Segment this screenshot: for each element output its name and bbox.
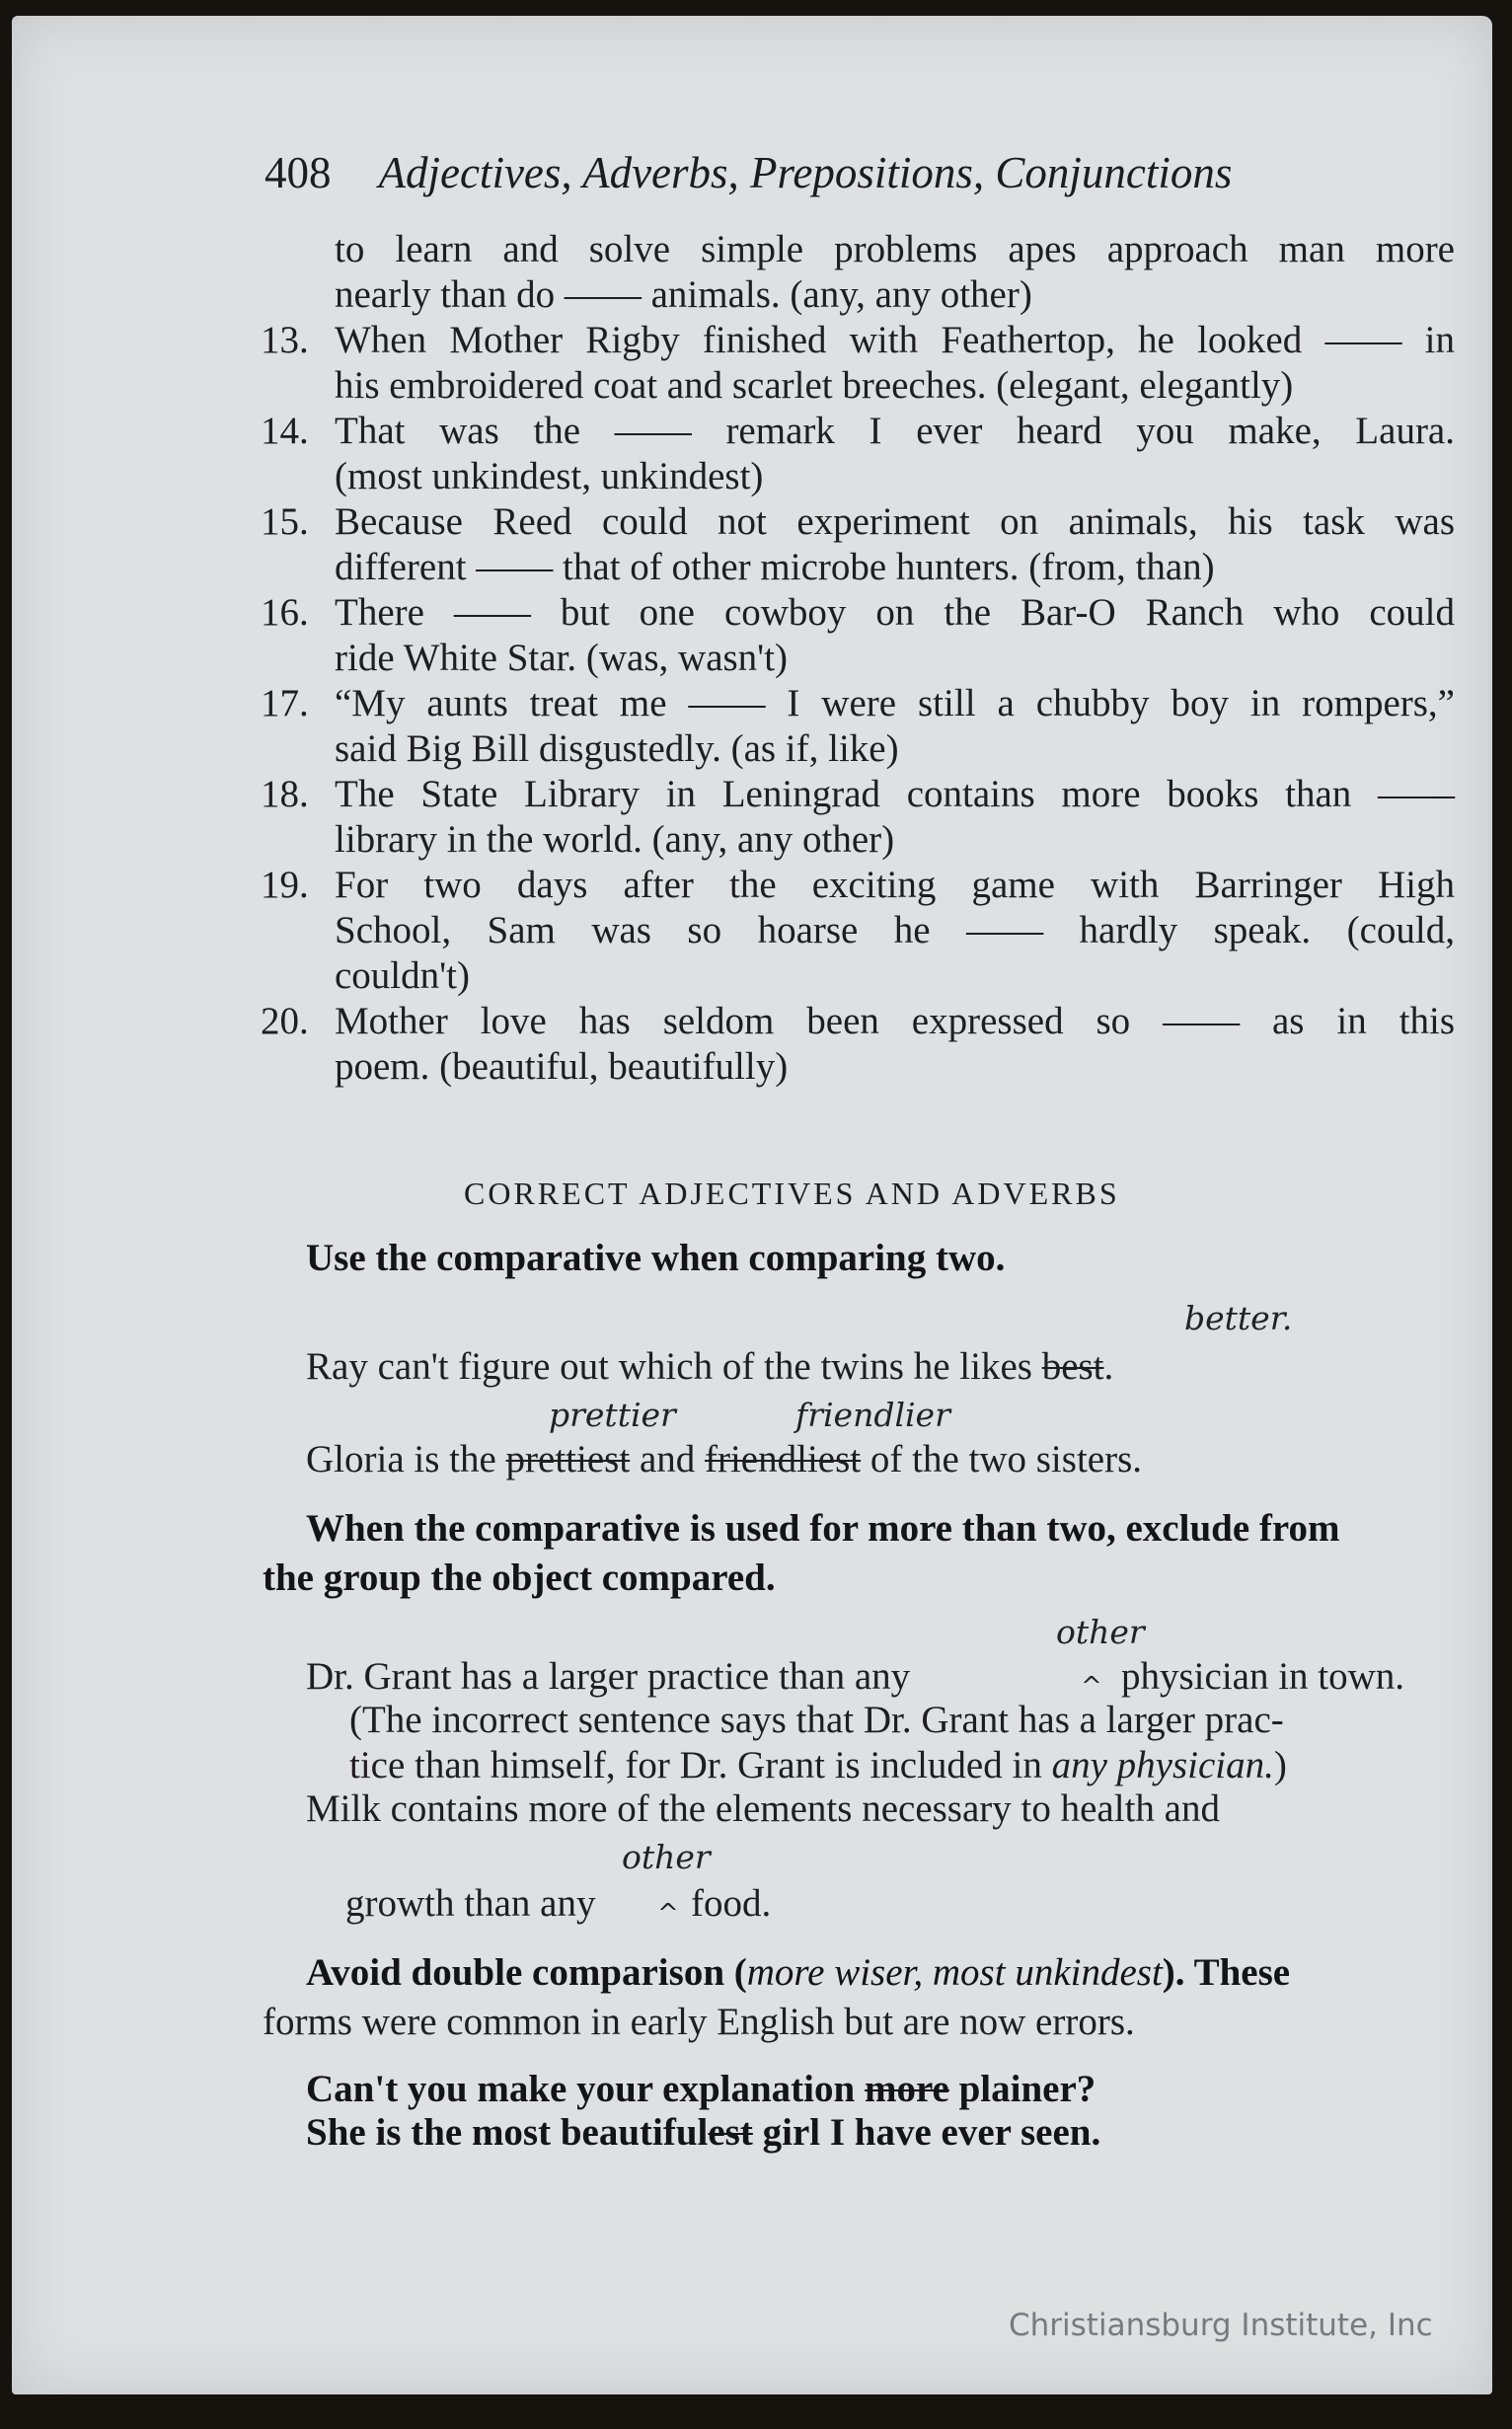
text-line: different —— that of other microbe hunters. (from, than) xyxy=(335,546,1215,588)
item-number: 16. xyxy=(261,591,309,634)
handwritten-correction: prettier xyxy=(549,1396,676,1434)
item-number: 15. xyxy=(261,500,309,543)
text-line: When Mother Rigby finished with Feathertop, he looked —— in xyxy=(335,319,1455,361)
item-number: 13. xyxy=(261,319,309,361)
text-line: his embroidered coat and scarlet breeches. (elegant, elegantly) xyxy=(335,364,1294,407)
text-line: For two days after the exciting game with Barringer High xyxy=(335,864,1455,906)
handwritten-correction: better. xyxy=(1184,1299,1293,1337)
text-line: poem. (beautiful, beautifully) xyxy=(335,1045,789,1088)
struck-word: prettiest xyxy=(505,1438,631,1480)
text-line: said Big Bill disgustedly. (as if, like) xyxy=(335,727,899,770)
text-line: Mother love has seldom been expressed so —— as in this xyxy=(335,1000,1455,1042)
text-line: “My aunts treat me —— I were still a chubby boy in rompers,” xyxy=(335,682,1455,724)
rule-text: When the comparative is used for more than two, exclude from xyxy=(306,1507,1340,1550)
item-number: 17. xyxy=(261,682,309,724)
struck-word: more xyxy=(864,2068,949,2110)
caret-icon: ^ xyxy=(1081,1672,1102,1702)
item-number: 19. xyxy=(261,864,309,906)
struck-word: friendliest xyxy=(705,1438,862,1480)
rule-text: Avoid double comparison (more wiser, most unkindest). These xyxy=(306,1951,1291,1994)
text-line: to learn and solve simple problems apes approach man more xyxy=(335,228,1455,270)
handwritten-correction: other xyxy=(1056,1613,1145,1651)
item-number: 18. xyxy=(261,773,309,815)
text-line: (most unkindest, unkindest) xyxy=(335,455,764,497)
example-sentence: Milk contains more of the elements necessary to health and xyxy=(306,1787,1220,1830)
chapter-title: Adjectives, Adverbs, Prepositions, Conjunctions xyxy=(378,148,1233,197)
handwritten-correction: friendlier xyxy=(795,1396,950,1434)
struck-word: est xyxy=(708,2111,753,2154)
example-sentence: Ray can't figure out which of the twins he likes best. xyxy=(306,1345,1114,1388)
text-line: nearly than do —— animals. (any, any other) xyxy=(335,273,1032,316)
example-sentence: Gloria is the prettiest and friendliest of the two sisters. xyxy=(306,1438,1143,1480)
explanation-text: tice than himself, for Dr. Grant is included in any physician.) xyxy=(349,1744,1287,1786)
handwritten-correction: other xyxy=(622,1838,711,1876)
example-sentence: Dr. Grant has a larger practice than any xyxy=(306,1655,911,1698)
explanation-text: (The incorrect sentence says that Dr. Grant has a larger prac- xyxy=(349,1699,1284,1741)
item-number: 20. xyxy=(261,1000,309,1042)
text-line: The State Library in Leningrad contains more books than —— xyxy=(335,773,1455,815)
section-heading: CORRECT ADJECTIVES AND ADVERBS xyxy=(464,1176,1120,1211)
example-sentence: physician in town. xyxy=(1121,1655,1405,1698)
text-line: Because Reed could not experiment on animals, his task was xyxy=(335,500,1455,543)
page-number: 408 xyxy=(265,148,332,197)
watermark: Christiansburg Institute, Inc xyxy=(1009,2308,1433,2343)
example-sentence: food. xyxy=(691,1882,772,1925)
example-sentence: growth than any xyxy=(345,1882,596,1925)
example-sentence: She is the most beautifulest girl I have ever seen. xyxy=(306,2111,1101,2154)
text-line: ride White Star. (was, wasn't) xyxy=(335,637,789,679)
text-line: That was the —— remark I ever heard you make, Laura. xyxy=(335,410,1455,452)
text-line: library in the world. (any, any other) xyxy=(335,818,895,861)
text-line: There —— but one cowboy on the Bar-O Ranch who could xyxy=(335,591,1455,634)
text-line: School, Sam was so hoarse he —— hardly speak. (could, xyxy=(335,909,1455,951)
item-number: 14. xyxy=(261,410,309,452)
example-sentence: Can't you make your explanation more plainer? xyxy=(306,2068,1096,2110)
text-line: couldn't) xyxy=(335,954,470,997)
rule-text: the group the object compared. xyxy=(263,1556,776,1599)
caret-icon: ^ xyxy=(657,1899,679,1929)
page-header xyxy=(265,146,1370,198)
rule-text: forms were common in early English but are now errors. xyxy=(263,2001,1135,2043)
struck-word: best xyxy=(1041,1345,1104,1388)
rule-text: Use the comparative when comparing two. xyxy=(306,1237,1006,1279)
